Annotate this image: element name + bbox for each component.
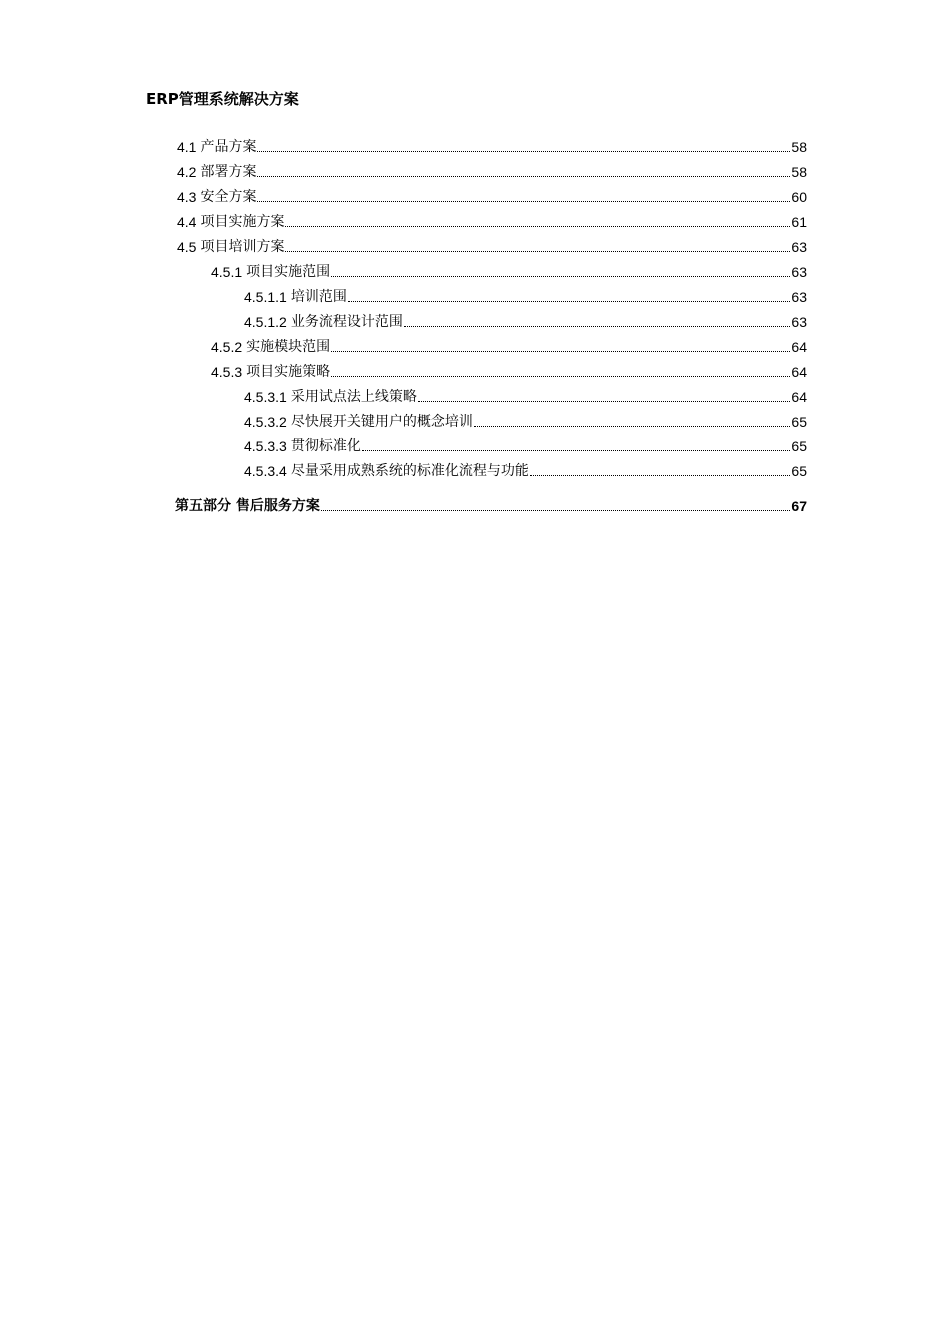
toc-entry-page: 61 bbox=[791, 214, 807, 230]
toc-entry-page: 64 bbox=[791, 364, 807, 380]
toc-entry-number: 4.5.3.3 bbox=[244, 438, 287, 454]
toc-entry-page: 64 bbox=[791, 339, 807, 355]
toc-entry[interactable] bbox=[244, 284, 807, 306]
toc-entry[interactable] bbox=[211, 259, 807, 281]
toc-entry-number: 4.5.3.2 bbox=[244, 414, 287, 430]
toc-entry-title: 采用试点法上线策略 bbox=[290, 389, 417, 405]
toc-entry-number: 4.3 bbox=[177, 189, 197, 205]
toc-dot-leader bbox=[331, 351, 790, 352]
toc-entry-title: 培训范围 bbox=[290, 289, 347, 305]
toc-entry-page: 58 bbox=[791, 139, 807, 155]
toc-entry[interactable] bbox=[177, 134, 807, 156]
toc-entry-number: 4.5.1.2 bbox=[244, 314, 287, 330]
toc-entry-number: 4.5.1.1 bbox=[244, 289, 287, 305]
toc-part-page: 67 bbox=[791, 498, 807, 514]
toc-entry[interactable] bbox=[177, 234, 807, 256]
toc-entry-number: 4.5.2 bbox=[211, 339, 243, 355]
toc-dot-leader bbox=[257, 151, 790, 152]
toc-entry-number: 4.2 bbox=[177, 164, 197, 180]
toc-entry[interactable] bbox=[211, 359, 807, 381]
toc-dot-leader bbox=[285, 251, 790, 252]
toc-entry-page: 65 bbox=[791, 438, 807, 454]
toc-entry-number: 4.5.3.1 bbox=[244, 389, 287, 405]
toc-entry[interactable] bbox=[211, 334, 807, 356]
toc-dot-leader bbox=[331, 376, 790, 377]
toc-part-entry[interactable] bbox=[175, 493, 807, 515]
toc-entry-title: 尽快展开关键用户的概念培训 bbox=[290, 414, 473, 430]
toc-entry-number: 4.5.3 bbox=[211, 364, 243, 380]
toc-dot-leader bbox=[257, 201, 790, 202]
toc-entry-title: 尽量采用成熟系统的标准化流程与功能 bbox=[290, 463, 529, 479]
toc-entry[interactable] bbox=[244, 458, 807, 480]
toc-entry-title: 项目实施策略 bbox=[246, 364, 331, 380]
toc-entry-number: 4.5.3.4 bbox=[244, 463, 287, 479]
toc-entry-page: 58 bbox=[791, 164, 807, 180]
toc-entry-page: 63 bbox=[791, 239, 807, 255]
toc-dot-leader bbox=[418, 401, 791, 402]
toc-entry-title: 项目实施范围 bbox=[246, 264, 331, 280]
toc-dot-leader bbox=[474, 426, 791, 427]
toc-dot-leader bbox=[331, 276, 790, 277]
toc-entry-number: 4.5 bbox=[177, 239, 197, 255]
toc-entry[interactable] bbox=[244, 309, 807, 331]
toc-dot-leader bbox=[530, 475, 791, 476]
toc-dot-leader bbox=[285, 226, 790, 227]
toc-entry-number: 4.5.1 bbox=[211, 264, 243, 280]
toc-dot-leader bbox=[362, 450, 791, 451]
toc-entry-title: 产品方案 bbox=[200, 139, 257, 155]
toc-entry-page: 63 bbox=[791, 314, 807, 330]
toc-entry[interactable] bbox=[244, 384, 807, 406]
toc-entry-page: 65 bbox=[791, 414, 807, 430]
toc-entry[interactable] bbox=[177, 184, 807, 206]
toc-entry-title: 项目实施方案 bbox=[200, 214, 285, 230]
toc-entry-title: 项目培训方案 bbox=[200, 239, 285, 255]
toc-entry[interactable] bbox=[244, 409, 807, 431]
toc-entry[interactable] bbox=[177, 209, 807, 231]
toc-entry[interactable] bbox=[244, 433, 807, 455]
toc-entry-number: 4.1 bbox=[177, 139, 197, 155]
toc-entry-page: 64 bbox=[791, 389, 807, 405]
toc-entry-title: 贯彻标准化 bbox=[290, 438, 361, 454]
toc-entry-page: 65 bbox=[791, 463, 807, 479]
toc-entry-title: 业务流程设计范围 bbox=[290, 314, 403, 330]
toc-dot-leader bbox=[321, 510, 791, 511]
toc-dot-leader bbox=[257, 176, 790, 177]
toc-dot-leader bbox=[404, 326, 791, 327]
toc-entry-title: 部署方案 bbox=[200, 164, 257, 180]
toc-dot-leader bbox=[348, 301, 791, 302]
toc-entry-page: 63 bbox=[791, 264, 807, 280]
toc-entry-page: 63 bbox=[791, 289, 807, 305]
document-header-title: ERP管理系统解决方案 bbox=[146, 90, 299, 108]
toc-entry-number: 4.4 bbox=[177, 214, 197, 230]
toc-entry-title: 实施模块范围 bbox=[246, 339, 331, 355]
toc-part-title: 第五部分 售后服务方案 bbox=[175, 498, 320, 514]
toc-entry-title: 安全方案 bbox=[200, 189, 257, 205]
toc-entry-page: 60 bbox=[791, 189, 807, 205]
toc-entry[interactable] bbox=[177, 159, 807, 181]
